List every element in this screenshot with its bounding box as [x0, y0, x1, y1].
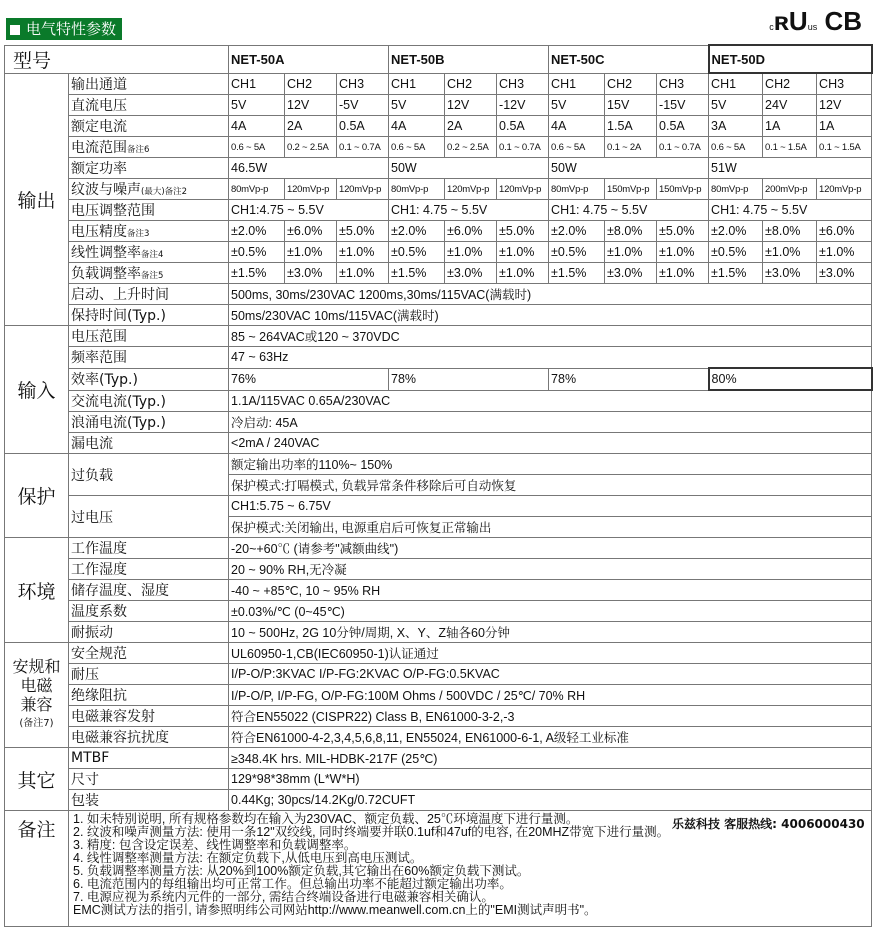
- row-label: [69, 284, 229, 305]
- row-label-note: 备注4: [141, 250, 164, 260]
- cell-value: -20~+60℃ (请参考"减额曲线"): [229, 538, 872, 559]
- row-label: [69, 263, 229, 284]
- cell-value: ±1.5%: [389, 263, 445, 284]
- row-label-text: 电压精度: [71, 224, 127, 240]
- cell-value: ±0.03%/℃ (0~45℃): [229, 601, 872, 622]
- row-label-text: 电流范围: [71, 140, 127, 156]
- row-label: [69, 580, 229, 601]
- cell-value: -40 ~ +85℃, 10 ~ 95% RH: [229, 580, 872, 601]
- table-row: [5, 412, 872, 433]
- row-label: 过负载: [69, 454, 229, 496]
- row-label-text: 效率(Typ.): [71, 372, 138, 388]
- row-label: [69, 73, 229, 95]
- cell-value: 额定输出功率的110%~ 150%: [229, 454, 872, 475]
- square-icon: [10, 25, 20, 35]
- row-label-text: 耐振动: [71, 625, 113, 641]
- cell-value: 10 ~ 500Hz, 2G 10分钟/周期, X、Y、Z轴各60分钟: [229, 622, 872, 643]
- cell-value: ±1.0%: [445, 242, 497, 263]
- row-label: [69, 368, 229, 390]
- cell-value: ±1.5%: [229, 263, 285, 284]
- cell-value: CH1: 4.75 ~ 5.5V: [549, 200, 709, 221]
- table-row: [5, 643, 872, 664]
- cell-value: 20 ~ 90% RH,无冷凝: [229, 559, 872, 580]
- cell-value: ±1.0%: [285, 242, 337, 263]
- cb-logo: CB: [824, 6, 862, 36]
- cell-value: ±1.5%: [549, 263, 605, 284]
- cell-value: 85 ~ 264VAC或120 ~ 370VDC: [229, 326, 872, 347]
- row-label-text: 尺寸: [71, 772, 99, 788]
- row-label-text: 电压范围: [71, 329, 127, 345]
- section-safety-note: (备注7): [19, 718, 54, 729]
- cell-value: 24V: [763, 95, 817, 116]
- row-label: [69, 706, 229, 727]
- cell-value: CH1:5.75 ~ 6.75V: [229, 496, 872, 517]
- cell-value: 保护模式:关闭输出, 电源重启后可恢复正常输出: [229, 517, 872, 538]
- cell-value: ≥348.4K hrs. MIL-HDBK-217F (25℃): [229, 748, 872, 769]
- table-row: [5, 242, 872, 263]
- cell-value: 120mVp-p: [285, 179, 337, 200]
- row-label: [69, 95, 229, 116]
- table-row: [5, 221, 872, 242]
- table-row: [5, 706, 872, 727]
- cell-value: <2mA / 240VAC: [229, 433, 872, 454]
- cell-value: 0.6 ~ 5A: [549, 137, 605, 158]
- cell-value: 78%: [549, 368, 709, 390]
- table-row: [5, 559, 872, 580]
- cell-value: CH1: [549, 73, 605, 95]
- row-label-text: 电压调整范围: [71, 203, 155, 219]
- cell-value: 4A: [389, 116, 445, 137]
- section-safety-line: 安规和: [12, 657, 61, 676]
- model-name: NET-50B: [389, 45, 549, 73]
- cell-value: ±1.0%: [337, 263, 389, 284]
- cell-value: 500ms, 30ms/230VAC 1200ms,30ms/115VAC(满载时): [229, 284, 872, 305]
- cell-value: 12V: [445, 95, 497, 116]
- cell-value: 2A: [285, 116, 337, 137]
- cell-value: 0.6 ~ 5A: [709, 137, 763, 158]
- cell-value: 0.44Kg; 30pcs/14.2Kg/0.72CUFT: [229, 790, 872, 811]
- cell-value: 50W: [549, 158, 709, 179]
- cell-value: 129*98*38mm (L*W*H): [229, 769, 872, 790]
- table-row: [5, 158, 872, 179]
- table-row: [5, 790, 872, 811]
- row-label: [69, 748, 229, 769]
- row-label: [69, 326, 229, 347]
- table-row: [5, 769, 872, 790]
- cell-value: 12V: [817, 95, 872, 116]
- cell-value: -15V: [657, 95, 709, 116]
- row-label: [69, 412, 229, 433]
- cell-value: 符合EN55022 (CISPR22) Class B, EN61000-3-2,-3: [229, 706, 872, 727]
- row-label: [69, 137, 229, 158]
- cell-value: ±2.0%: [389, 221, 445, 242]
- row-label-text: 工作温度: [71, 541, 127, 557]
- cell-value: ±2.0%: [229, 221, 285, 242]
- cell-value: ±5.0%: [337, 221, 389, 242]
- row-label: [69, 601, 229, 622]
- row-label-text: 线性调整率: [71, 245, 141, 261]
- cell-value: ±6.0%: [285, 221, 337, 242]
- row-label-text: 电磁兼容发射: [71, 709, 155, 725]
- section-safety-line: 电磁: [20, 676, 53, 695]
- cert-us: us: [807, 22, 818, 32]
- cell-value: 0.1 ~ 0.7A: [497, 137, 549, 158]
- row-label-note: 备注5: [141, 271, 164, 281]
- row-label: [69, 727, 229, 748]
- cell-value: ±0.5%: [229, 242, 285, 263]
- cell-value: 80mVp-p: [709, 179, 763, 200]
- row-label: [69, 559, 229, 580]
- row-label-note: (最大)备注2: [141, 187, 188, 197]
- cell-value: I/P-O/P, I/P-FG, O/P-FG:100M Ohms / 500VDC / 25℃/ 70% RH: [229, 685, 872, 706]
- row-label-text: 直流电压: [71, 98, 127, 114]
- cell-value: 1.5A: [605, 116, 657, 137]
- row-label-text: 耐压: [71, 667, 99, 683]
- row-label: [69, 769, 229, 790]
- note-item: 5. 负载调整率测量方法: 从20%到100%额定负载,其它输出在60%额定负载下测试。: [73, 864, 530, 878]
- ul-logo: ʀU: [773, 6, 808, 36]
- cell-value: 符合EN61000-4-2,3,4,5,6,8,11, EN55024, EN61000-6-1, A级轻工业标准: [229, 727, 872, 748]
- cell-value: CH1: [229, 73, 285, 95]
- row-label-text: 温度系数: [71, 604, 127, 620]
- section-safety: [5, 643, 69, 748]
- cell-value: CH2: [605, 73, 657, 95]
- cell-value: 120mVp-p: [445, 179, 497, 200]
- note-item: 6. 电流范围内的每组输出均可正常工作。但总输出功率不能超过额定输出功率。: [73, 877, 512, 891]
- cell-value: 4A: [229, 116, 285, 137]
- cell-value: CH1: 4.75 ~ 5.5V: [389, 200, 549, 221]
- cell-value: 80mVp-p: [389, 179, 445, 200]
- cell-value: ±1.0%: [763, 242, 817, 263]
- row-label-text: 交流电流(Typ.): [71, 393, 166, 410]
- table-row: [5, 685, 872, 706]
- cell-value: ±3.0%: [817, 263, 872, 284]
- cell-value: 5V: [229, 95, 285, 116]
- table-row: [5, 73, 872, 95]
- row-label-text: 频率范围: [71, 350, 127, 367]
- cell-value: 150mVp-p: [657, 179, 709, 200]
- cell-value: 0.5A: [497, 116, 549, 137]
- row-label: [69, 200, 229, 221]
- cell-value: 50W: [389, 158, 549, 179]
- note-item: EMC测试方法的指引, 请参照明纬公司网站http://www.meanwell.com.cn上的"EMI测试声明书"。: [73, 903, 597, 917]
- cell-value: CH3: [657, 73, 709, 95]
- cell-value: 1A: [763, 116, 817, 137]
- cell-value: CH2: [285, 73, 337, 95]
- cell-value: 0.1 ~ 1.5A: [763, 137, 817, 158]
- section-title-text: 电气特性参数: [26, 20, 117, 38]
- table-row: [5, 284, 872, 305]
- cell-value: 200mVp-p: [763, 179, 817, 200]
- section-output: 输出: [5, 73, 69, 326]
- cell-value: CH1:4.75 ~ 5.5V: [229, 200, 389, 221]
- model-name: NET-50D: [709, 45, 872, 73]
- cell-value: 120mVp-p: [337, 179, 389, 200]
- table-row: [5, 368, 872, 390]
- row-label: [69, 305, 229, 326]
- section-protection: 保护: [5, 454, 69, 538]
- table-row: [5, 433, 872, 454]
- cell-value: CH3: [497, 73, 549, 95]
- cell-value: CH1: [389, 73, 445, 95]
- row-label-note: 备注6: [127, 145, 150, 155]
- cell-value: 1A: [817, 116, 872, 137]
- hotline: 乐兹科技 客服热线: 4006000430: [672, 817, 865, 831]
- table-row: [5, 454, 872, 475]
- cell-value: 2A: [445, 116, 497, 137]
- table-row: [5, 496, 872, 517]
- table-row: [5, 727, 872, 748]
- row-label-text: 输出通道: [71, 76, 127, 93]
- note-item: 1. 如未特别说明, 所有规格参数均在输入为230VAC、额定负载、25℃环境温度下进行量测。: [73, 812, 579, 826]
- table-row: [5, 347, 872, 369]
- cell-value: 12V: [285, 95, 337, 116]
- row-label: [69, 116, 229, 137]
- row-label: [69, 221, 229, 242]
- table-row: [5, 390, 872, 412]
- cell-value: ±3.0%: [445, 263, 497, 284]
- cell-value: ±0.5%: [549, 242, 605, 263]
- cell-value: 80mVp-p: [549, 179, 605, 200]
- cell-value: 保护模式:打嗝模式, 负载异常条件移除后可自动恢复: [229, 475, 872, 496]
- cell-value: ±2.0%: [709, 221, 763, 242]
- table-row: [5, 45, 872, 73]
- table-row: [5, 263, 872, 284]
- cell-value: ±1.0%: [497, 242, 549, 263]
- table-row: [5, 200, 872, 221]
- cell-value: 0.1 ~ 0.7A: [337, 137, 389, 158]
- row-label-note: 备注3: [127, 229, 150, 239]
- row-label-text: 漏电流: [71, 436, 113, 452]
- row-label: [69, 347, 229, 369]
- cell-value: ±5.0%: [497, 221, 549, 242]
- cell-value: 0.1 ~ 1.5A: [817, 137, 872, 158]
- cell-value: 50ms/230VAC 10ms/115VAC(满载时): [229, 305, 872, 326]
- cell-value: ±6.0%: [445, 221, 497, 242]
- section-others: 其它: [5, 748, 69, 811]
- cell-value: ±2.0%: [549, 221, 605, 242]
- row-label: [69, 538, 229, 559]
- cell-value: 5V: [549, 95, 605, 116]
- page-header: [4, 4, 874, 38]
- cell-value: CH3: [337, 73, 389, 95]
- cell-value: 15V: [605, 95, 657, 116]
- cell-value: ±5.0%: [657, 221, 709, 242]
- table-row: [5, 664, 872, 685]
- cell-value: ±1.0%: [337, 242, 389, 263]
- model-label: 型号: [5, 45, 229, 73]
- cell-value: 0.2 ~ 2.5A: [285, 137, 337, 158]
- table-row: [5, 748, 872, 769]
- cell-value: 0.1 ~ 0.7A: [657, 137, 709, 158]
- table-row: [5, 116, 872, 137]
- cert-c: c: [769, 22, 774, 32]
- cell-value: 80%: [709, 368, 872, 390]
- section-title: [6, 18, 122, 40]
- cell-value: 0.5A: [337, 116, 389, 137]
- row-label-text: 工作湿度: [71, 562, 127, 578]
- section-environment: 环境: [5, 538, 69, 643]
- row-label-text: 包装: [71, 793, 99, 809]
- row-label-text: 纹波与噪声: [71, 182, 141, 198]
- table-row: [5, 326, 872, 347]
- cell-value: ±8.0%: [605, 221, 657, 242]
- cell-value: 0.1 ~ 2A: [605, 137, 657, 158]
- cell-value: 4A: [549, 116, 605, 137]
- section-safety-line: 兼容: [20, 695, 53, 714]
- row-label-text: 储存温度、湿度: [71, 583, 169, 599]
- row-label: [69, 390, 229, 412]
- cell-value: 冷启动: 45A: [229, 412, 872, 433]
- row-label: [69, 790, 229, 811]
- cell-value: CH2: [763, 73, 817, 95]
- spec-table: [4, 44, 873, 927]
- row-label-text: 额定功率: [71, 161, 127, 177]
- row-label-text: 绝缘阻抗: [71, 688, 127, 704]
- row-label: [69, 433, 229, 454]
- cell-value: ±3.0%: [285, 263, 337, 284]
- cell-value: 3A: [709, 116, 763, 137]
- table-row: [5, 305, 872, 326]
- cell-value: ±8.0%: [763, 221, 817, 242]
- model-name: NET-50C: [549, 45, 709, 73]
- row-label-text: 额定电流: [71, 119, 127, 135]
- cell-value: CH2: [445, 73, 497, 95]
- row-label: [69, 643, 229, 664]
- cell-value: ±1.0%: [605, 242, 657, 263]
- row-label: [69, 622, 229, 643]
- cell-value: 0.6 ~ 5A: [229, 137, 285, 158]
- cell-value: ±3.0%: [605, 263, 657, 284]
- cell-value: I/P-O/P:3KVAC I/P-FG:2KVAC O/P-FG:0.5KVAC: [229, 664, 872, 685]
- cell-value: ±6.0%: [817, 221, 872, 242]
- cell-value: UL60950-1,CB(IEC60950-1)认证通过: [229, 643, 872, 664]
- cell-value: -12V: [497, 95, 549, 116]
- cell-value: 0.5A: [657, 116, 709, 137]
- row-label-text: 启动、上升时间: [71, 287, 169, 303]
- cell-value: ±1.0%: [657, 242, 709, 263]
- cell-value: -5V: [337, 95, 389, 116]
- note-item: 2. 纹波和噪声测量方法: 使用一条12"双绞线, 同时终端要并联0.1uf和47uf的电容, 在20MHZ带宽下进行量测。: [73, 825, 670, 839]
- row-label-text: MTBF: [71, 750, 110, 766]
- cell-value: 1.1A/115VAC 0.65A/230VAC: [229, 390, 872, 412]
- row-label-text: 安全规范: [71, 646, 127, 662]
- cell-value: ±1.0%: [657, 263, 709, 284]
- note-item: 7. 电源应视为系统内元件的一部分, 需结合终端设备进行电磁兼容相关确认。: [73, 890, 494, 904]
- cell-value: 46.5W: [229, 158, 389, 179]
- table-row: [5, 137, 872, 158]
- cell-value: 0.2 ~ 2.5A: [445, 137, 497, 158]
- table-row: [5, 601, 872, 622]
- row-label: [69, 664, 229, 685]
- cell-value: 47 ~ 63Hz: [229, 347, 872, 369]
- cell-value: 0.6 ~ 5A: [389, 137, 445, 158]
- cell-value: ±1.0%: [497, 263, 549, 284]
- cell-value: 80mVp-p: [229, 179, 285, 200]
- section-notes: 备注: [5, 811, 69, 927]
- note-item: 3. 精度: 包含设定误差、线性调整率和负载调整率。: [73, 838, 357, 852]
- table-row: [5, 179, 872, 200]
- cell-value: ±3.0%: [763, 263, 817, 284]
- cell-value: CH1: [709, 73, 763, 95]
- cell-value: CH3: [817, 73, 872, 95]
- row-label-text: 浪涌电流(Typ.): [71, 415, 166, 431]
- cell-value: ±1.0%: [817, 242, 872, 263]
- cell-value: CH1: 4.75 ~ 5.5V: [709, 200, 872, 221]
- row-label-text: 电磁兼容抗扰度: [71, 730, 169, 746]
- table-row: [5, 622, 872, 643]
- table-row: [5, 580, 872, 601]
- row-label: [69, 685, 229, 706]
- cell-value: 51W: [709, 158, 872, 179]
- cell-value: 120mVp-p: [817, 179, 872, 200]
- row-label: [69, 179, 229, 200]
- cell-value: ±1.5%: [709, 263, 763, 284]
- cell-value: 120mVp-p: [497, 179, 549, 200]
- cell-value: ±0.5%: [709, 242, 763, 263]
- certification-logos: [769, 6, 862, 37]
- model-name: NET-50A: [229, 45, 389, 73]
- cell-value: 78%: [389, 368, 549, 390]
- cell-value: ±0.5%: [389, 242, 445, 263]
- row-label: [69, 158, 229, 179]
- row-label: 过电压: [69, 496, 229, 538]
- cell-value: 150mVp-p: [605, 179, 657, 200]
- row-label-text: 负载调整率: [71, 266, 141, 282]
- table-row: [5, 538, 872, 559]
- cell-value: 5V: [389, 95, 445, 116]
- cell-value: 5V: [709, 95, 763, 116]
- table-row: [5, 95, 872, 116]
- section-input: 输入: [5, 326, 69, 454]
- note-item: 4. 线性调整率测量方法: 在额定负载下,从低电压到高电压测试。: [73, 851, 423, 865]
- row-label-text: 保持时间(Typ.): [71, 308, 166, 324]
- row-label: [69, 242, 229, 263]
- cell-value: 76%: [229, 368, 389, 390]
